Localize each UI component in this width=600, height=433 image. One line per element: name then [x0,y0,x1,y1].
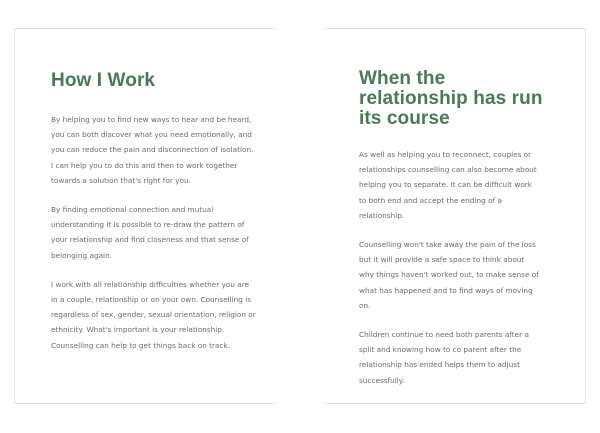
relationship-run-its-course-paragraph-2: Counselling won't take away the pain of the loss but it will provide a safe space to think about why things haven't worked out, to make sense of what has happened and to find ways of moving on. [359,240,539,310]
how-i-work-content [15,29,277,367]
how-i-work-paragraph-1: By helping you to find new ways to hear and be heard, you can both discover what you need emotionally, and you can reduce the pain and disconnection of isolation. I can help you to do this and then to work together towards a solution that's right for you. [51,115,254,185]
how-i-work-heading: How I Work [51,70,156,91]
how-i-work-paragraph-2: By finding emotional connection and mutual understanding it is possible to re-draw the pattern of your relationship and find closeness and that sense of belonging again. [51,205,249,260]
relationship-run-its-course-paragraph-1: As well as helping you to reconnect, couples or relationships counselling can also become about helping you to separate. It can be difficult work to both end and accept the ending of a relationship. [359,150,537,220]
relationship-run-its-course-heading: When the relationship has run its course [359,68,543,129]
how-i-work-paragraph-3: I work with all relationship difficulties whether you are in a couple, relationship or on your own. Counselling is regardless of sex, gender, sexual orientation, religion or ethnicity. What's important is your relationship. Counselling can help to get things back on track. [51,279,256,350]
how-i-work-card [14,28,277,404]
relationship-run-its-course-card [323,28,586,404]
relationship-run-its-course-content [323,29,585,402]
relationship-run-its-course-paragraph-3: Children continue to need both parents after a split and knowing how to co parent after the relationship has ended helps them to adjust successfully. [359,330,529,385]
